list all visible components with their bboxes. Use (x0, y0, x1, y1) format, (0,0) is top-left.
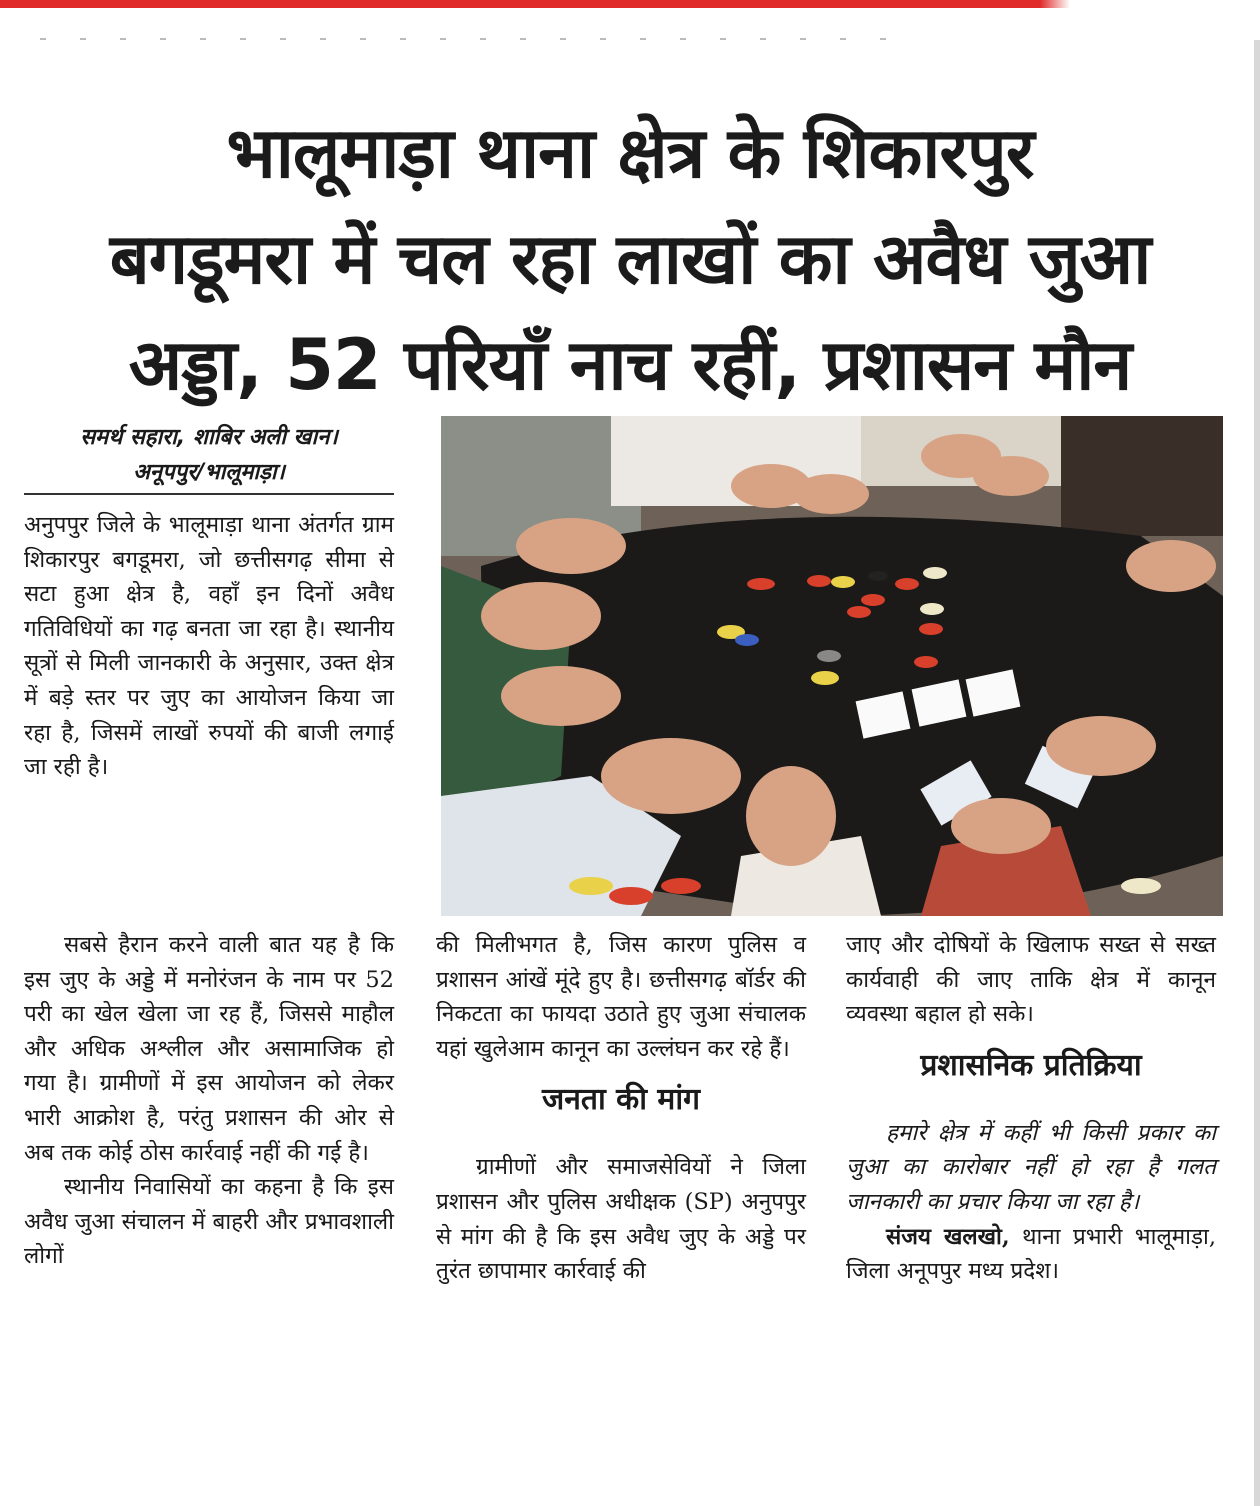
top-accent-bar (0, 0, 1040, 8)
headline-line-3: अड्डा, 52 परियाँ नाच रहीं, प्रशासन मौन (128, 324, 1132, 406)
paragraph-action: जाए और दोषियों के खिलाफ सख्त से सख्त कार्यवाही की जाए ताकि क्षेत्र में कानून व्यवस्था बहाल हो सके। (846, 932, 1216, 1028)
card-game-photo (441, 416, 1223, 916)
header-faint-rule (40, 38, 900, 40)
byline-divider (24, 493, 394, 495)
paragraph-intro: अनुपपुर जिले के भालूमाड़ा थाना अंतर्गत ग्राम शिकारपुर बगडूमरा, जो छत्तीसगढ़ सीमा से सटा हुआ क्षेत्र है, वहाँ इन दिनों अवैध गतिविधियों का गढ़ बनता जा रहा है। स्थानीय सूत्रों से मिली जानकारी के अनुसार, उक्त क्षेत्र में बड़े स्तर पर जुए का आयोजन किया जा रहा है, जिसमें लाखों रुपयों की बाजी लगाई जा रही है। (24, 512, 394, 781)
paragraph-collusion: की मिलीभगत है, जिस कारण पुलिस व प्रशासन आंखें मूंदे हुए है। छत्तीसगढ़ बॉर्डर की निकटता का फायदा उठाते हुए जुआ संचालक यहां खुलेआम कानून का उल्लंघन कर रहे हैं। (436, 932, 806, 1062)
paragraph-demand: ग्रामीणों और समाजसेवियों ने जिला प्रशासन और पुलिस अधीक्षक (SP) अनुपपुर से मांग की है कि इस अवैध जुए के अड्डे पर तुरंत छापामार कार्रवाई की (436, 1154, 806, 1285)
page-edge (1254, 40, 1260, 1506)
byline-author: समर्थ सहारा, शाबिर अली खान। (80, 425, 338, 450)
official-quote: हमारे क्षेत्र में कहीं भी किसी प्रकार का जुआ का कारोबार नहीं हो रहा है गलत जानकारी का प्रचार किया जा रहा है। (846, 1119, 1216, 1215)
paragraph-residents: स्थानीय निवासियों का कहना है कि इस अवैध जुआ संचालन में बाहरी और प्रभावशाली लोगों (24, 1174, 394, 1270)
column-3 (846, 928, 1216, 1289)
column-1-top (24, 508, 394, 785)
column-2 (436, 928, 806, 1289)
card-game-illustration (441, 416, 1223, 916)
headline (20, 100, 1240, 418)
byline-location: अनूपपुर/भालूमाड़ा। (133, 460, 285, 485)
official-signature (846, 1220, 1216, 1289)
subhead-admin-response: प्रशासनिक प्रतिक्रिया (920, 1047, 1142, 1083)
subhead-public-demand: जनता की मांग (541, 1082, 701, 1118)
official-name: संजय खलखो, (886, 1223, 1010, 1250)
top-accent-bar-fade (1040, 0, 1070, 8)
headline-line-2: बगडूमरा में चल रहा लाखों का अवैध जुआ (109, 218, 1151, 300)
column-1-bottom (24, 928, 394, 1274)
byline (24, 420, 394, 490)
paragraph-surprise: सबसे हैरान करने वाली बात यह है कि इस जुए के अड्डे में मनोरंजन के नाम पर 52 परी का खेल खेला जा रह हैं, जिससे माहौल और अधिक अश्लील और असामाजिक हो गया है। ग्रामीणों में इस आयोजन को लेकर भारी आक्रोश है, परंतु प्रशासन की ओर से अब तक कोई ठोस कार्रवाई नहीं की गई है। (24, 932, 394, 1166)
official-title: थाना प्रभारी भालूमाड़ा, जिला अनूपपुर मध्य प्रदेश। (846, 1223, 1217, 1285)
headline-line-1: भालूमाड़ा थाना क्षेत्र के शिकारपुर (226, 112, 1034, 194)
